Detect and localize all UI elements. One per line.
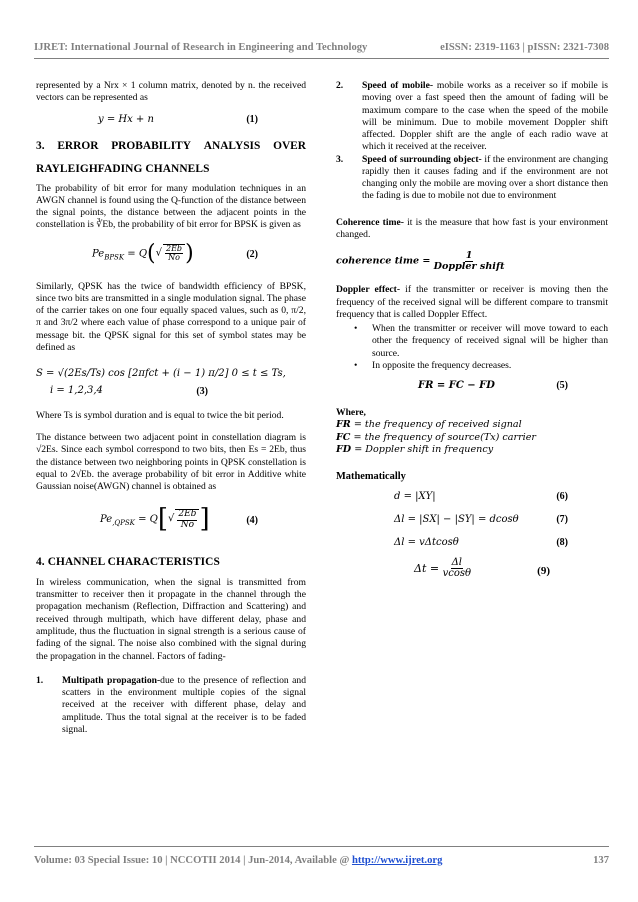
issn: eISSN: 2319-1163 | pISSN: 2321-7308 — [440, 42, 609, 53]
equation-6: d = |XY| (6) — [394, 491, 568, 503]
header-rule — [34, 58, 609, 59]
mathematically-heading: Mathematically — [336, 471, 406, 483]
equation-4-number: (4) — [246, 515, 258, 527]
list-item: 2. Speed of mobile- mobile works as a receiver so if mobile is moving over a fast speed then the amount of fading will be maximum compare to the case when the speed of the mobile will be minimum. Due to mobile movement Doppler shift affected. Doppler shift are the angle of each radio wave at which it received at the receiver. — [336, 80, 608, 153]
equation-8-number: (8) — [556, 536, 568, 548]
equation-5-number: (5) — [556, 380, 568, 392]
paragraph-received-vectors: represented by a Nrx × 1 column matrix, denoted by n. the received vectors can be represented as — [36, 80, 306, 104]
equation-2-number: (2) — [246, 248, 258, 260]
equation-3: S = √(2Es/Ts) cos [2πfct + (i − 1) π/2] 0 ≤ t ≤ Ts, i = 1,2,3,4 (3) — [36, 368, 286, 398]
left-column — [36, 80, 306, 736]
equation-9: Δt = $\frac{\Delta l}{vcos\theta}$ (9) — [414, 556, 550, 580]
paragraph-distance: The distance between two adjacent point in constellation diagram is √2Es. Since each symbol correspond to two bits, then Es = 2Eb, thus the distance between two neighboring points in QPSK constellation is equal to 2√Eb. the average probability of bit error in Additive white Gaussian noise(AWGN) channel is obtained as — [36, 432, 306, 493]
equation-6-number: (6) — [556, 491, 568, 503]
equation-5: FR = FC − FD (5) — [418, 380, 568, 392]
equation-7-number: (7) — [556, 514, 568, 526]
fading-factors-list — [36, 675, 306, 736]
footer-volume-info: Volume: 03 Special Issue: 10 | NCCOTII 2014 | Jun-2014, Available @ http://www.ijret.org — [34, 855, 443, 866]
definition-fr: FR = the frequency of received signal — [336, 419, 522, 431]
definition-fd: FD = Doppler shift in frequency — [336, 443, 494, 455]
paragraph-coherence-time: Coherence time- it is the measure that how fast is your environment changed. — [336, 216, 608, 240]
page-header — [34, 41, 609, 55]
equation-1: y = Hx + n (1) — [98, 113, 258, 125]
section-4-title: 4. CHANNEL CHARACTERISTICS — [36, 556, 220, 569]
equation-1-number: (1) — [246, 113, 258, 125]
equation-2: $Pe_{BPSK} = Q(√$ $\frac{2Eb}{No}$ ) (2) — [92, 240, 258, 266]
paragraph-channel: In wireless communication, when the signal is transmitted from transmitter to receiver then it propagate in the channel through the propagation mechanism (Reflection, Diffraction and Scattering) and received through multipath, which have different delay, phase and amplitude, thus the fluctuation in signal strength is a serious cause of fading of the signal. The noise also combined with the signal during the propagation in the channel. Factors of fading- — [36, 576, 306, 662]
list-item: • When the transmitter or receiver will move toward to each other the frequency of received signal will be higher than source. — [354, 323, 608, 359]
footer-rule — [34, 846, 609, 847]
paragraph-awgn: The probability of bit error for many modulation techniques in an AWGN channel is found using the Q-function of the distance between the signal points, the distance between the adjacent points in the constellation is ∛Eb, the probability of bit error for BPSK is given as — [36, 182, 306, 231]
where-label: Where, — [336, 406, 366, 418]
section-3-title-line2: RAYLEIGHFADING CHANNELS — [36, 162, 210, 175]
list-item: • In opposite the frequency decreases. — [354, 359, 512, 371]
fading-factors-list-continued — [336, 80, 608, 203]
paragraph-symbol-duration: Where Ts is symbol duration and is equal to twice the bit period. — [36, 409, 284, 421]
equation-3-number: (3) — [196, 386, 208, 398]
section-3-title-line1: 3. ERROR PROBABILITY ANALYSIS OVER — [36, 140, 306, 153]
doppler-bullets — [336, 323, 608, 372]
equation-8: Δl = vΔtcosθ (8) — [394, 536, 568, 548]
journal-title: IJRET: International Journal of Research in Engineering and Technology — [34, 42, 368, 53]
paragraph-qpsk: Similarly, QPSK has the twice of bandwidth efficiency of BPSK, since two bits are transmitted in a single modulation signal. The phase of the carrier takes on one four equally spaced values, such as 0, π/2, π and 3π/2 where each value of phase correspond to a unique pair of message bit. the QPSK signal for this set of symbol states may be defined as — [36, 280, 306, 353]
equation-9-number: (9) — [537, 564, 550, 577]
right-column — [336, 80, 608, 588]
list-item: 3. Speed of surrounding object- if the environment are changing rapidly then it causes fading and if the environment are not changing only the mobile are moving over a short distance then the fading is due to mobile not due to environment — [336, 153, 608, 202]
equation-4: $Pe_{,QPSK} = Q[√$ $\frac{2Eb}{No}$ ] (4) — [100, 504, 258, 535]
equation-coherence-time: coherence time = $\frac{1}{\text{Doppler shift}}$ — [336, 250, 505, 273]
definition-fc: FC = the frequency of source(Tx) carrier — [336, 431, 537, 443]
list-item: 1. Multipath propagation-due to the presence of reflection and scatters in the environment multiple copies of the signal received at the receiver with different phase, delay and amplitude. Thus the total signal at the receiver is to be faded signal. — [36, 674, 307, 735]
equation-7: Δl = |SX| − |SY| = dcos𝜃 (7) — [394, 514, 568, 526]
journal-link[interactable]: http://www.ijret.org — [351, 855, 443, 866]
paragraph-doppler-effect: Doppler effect- if the transmitter or receiver is moving then the frequency of the received signal will be different compare to transmit frequency that is called Doppler Effect. — [336, 284, 609, 320]
page-footer — [34, 854, 609, 868]
page-number: 137 — [593, 855, 609, 866]
